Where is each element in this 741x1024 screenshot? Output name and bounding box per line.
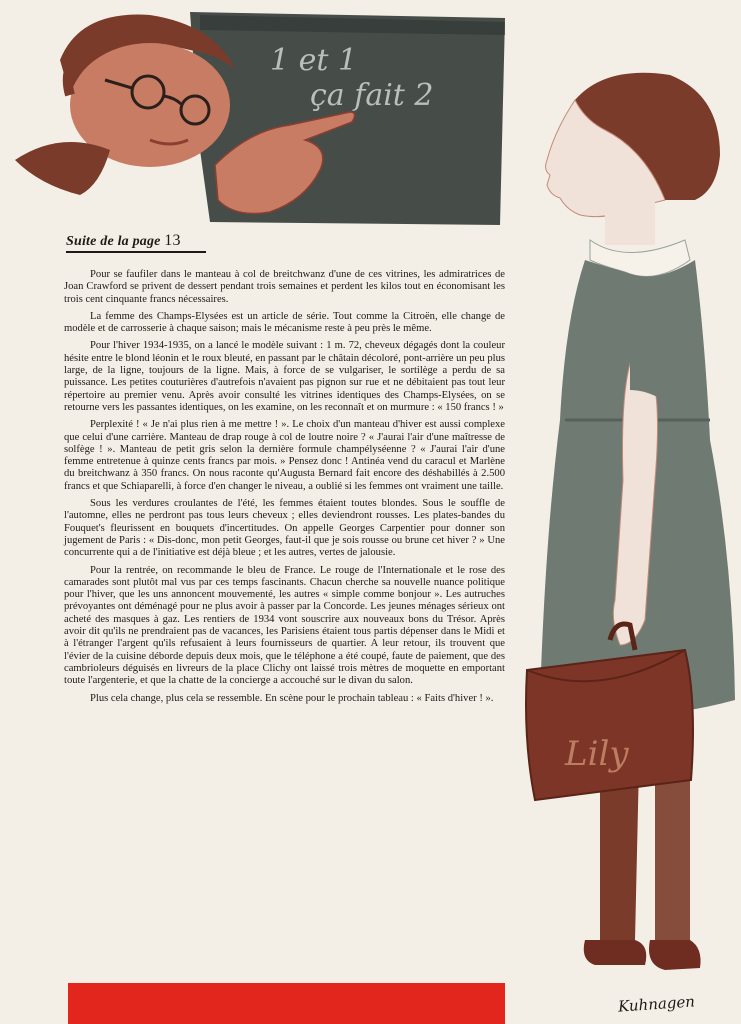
- article-body: [64, 269, 505, 710]
- article-paragraph: Plus cela change, plus cela se ressemble. En scène pour le prochain tableau : « Faits d'hiver ! ».: [90, 692, 494, 704]
- continued-from-header: [66, 232, 206, 253]
- blackboard-line-2: ça fait 2: [310, 78, 434, 113]
- article-paragraph: Pour se faufiler dans le manteau à col de breitchwanz d'une de ces vitrines, les admiratrices de Joan Crawford se privent de dessert pendant trois semaines et perdent les kilos tout en économisant les trois cent cinquante francs nécessaires.: [64, 269, 505, 305]
- artist-signature: Kuhnagen: [617, 992, 696, 1016]
- article-paragraph: La femme des Champs-Elysées est un article de série. Tout comme la Citroën, elle change de modèle et de carrosserie à chaque saison; mais le mécanisme reste à peu près le même.: [64, 310, 505, 335]
- article-paragraph: Pour l'hiver 1934-1935, on a lancé le modèle suivant : 1 m. 72, cheveux dégagés dont la couleur hésite entre le blond léonin et le roux bleuté, en passant par le châtain décoloré, pont-arrière un peu plus large, de la ligne, toujours de la ligne. Mais, à force de se vulgariser, le sortilège a perdu de sa puissance. Les petites couturières d'autrefois n'avaient pas pignon sur rue et ne débitaient pas tout leur répertoire au premier venu. Après avoir consulté les vitrines identiques des Champs-Elysées, on se retourne vers les passantes identiques, on les examine, on les reconnaît et on murmure : « 150 francs ! »: [64, 340, 505, 413]
- schoolgirl-illustration: [505, 60, 741, 1000]
- article-paragraph: Pour la rentrée, on recommande le bleu de France. Le rouge de l'Internationale et le rose des camarades sont plutôt mal vus par ces temps fascinants. Chacun cherche sa nouvelle nuance politique pour l'hiver, que les uns annoncent mouvementé, les autres « simple comme bonjour ». Les autruches prévoyantes ont déménagé pour ne plus avoir à passer par la Concorde. Les jeunes ménages sérieux ont acheté des masques à gaz. Les rentiers de 1934 vont souscrire aux nouveaux bons du Trésor. Après avoir dit qu'ils ne prendraient pas de vacances, les Parisiens étaient tous partis dépenser dans le Midi et à l'étranger l'argent qu'ils refusaient à leurs fournisseurs de quartier. A leur retour, ils trouvent que l'évier de la cuisine déborde depuis deux mois, que le téléphone a été coupé, faute de paiement, que des cambrioleurs déguisés en livreurs de la place Clichy ont laissé trois mètres de moquette en emportant toute l'argenterie, et que la chatte de la concierge a accouché sur le divan du salon.: [64, 564, 505, 687]
- header-prefix: Suite de la page: [66, 234, 161, 249]
- teacher-blackboard-illustration: [0, 0, 520, 230]
- red-accent-bar: [68, 983, 505, 1024]
- blackboard-line-1: 1 et 1: [270, 43, 358, 78]
- article-paragraph: Perplexité ! « Je n'ai plus rien à me mettre ! ». Le choix d'un manteau d'hiver est aussi complexe que celui d'une carrière. Manteau de drap rouge à col de loutre noire ? « J'aurai l'air d'une maîtresse de solfège ! ». Manteau de petit gris selon la dernière formule champélyséenne ? « J'aurai l'air d'une femme entretenue à quinze cents francs par mois. » Pensez donc ! Antinéa vend du caracul et Marlène du breitchwanz à 350 francs. On nous raconte qu'Augusta Bernard fait encore des déshabillés à 2.500 francs et que Schiaparelli, à force d'en changer le niveau, a oublié si les femmes ont vraiment une taille.: [64, 419, 505, 492]
- header-page-number: 13: [164, 232, 181, 249]
- article-paragraph: Sous les verdures croulantes de l'été, les femmes étaient toutes blondes. Sous le souffle de l'automne, elles ne perdront pas tous leurs cheveux ; elles deviendront rousses. Les plates-bandes du Fouquet's fleurissent en bouquets d'incertitudes. On appelle Georges Carpentier pour donner son jugement de Paris : « Dis-donc, mon petit Georges, faut-il que je sois rousse ou brune cet hiver ? » Une concurrente qui a de l'initiative est déjà bleue ; et les autres, vertes de jalousie.: [64, 498, 505, 559]
- satchel-name: Lily: [565, 734, 629, 774]
